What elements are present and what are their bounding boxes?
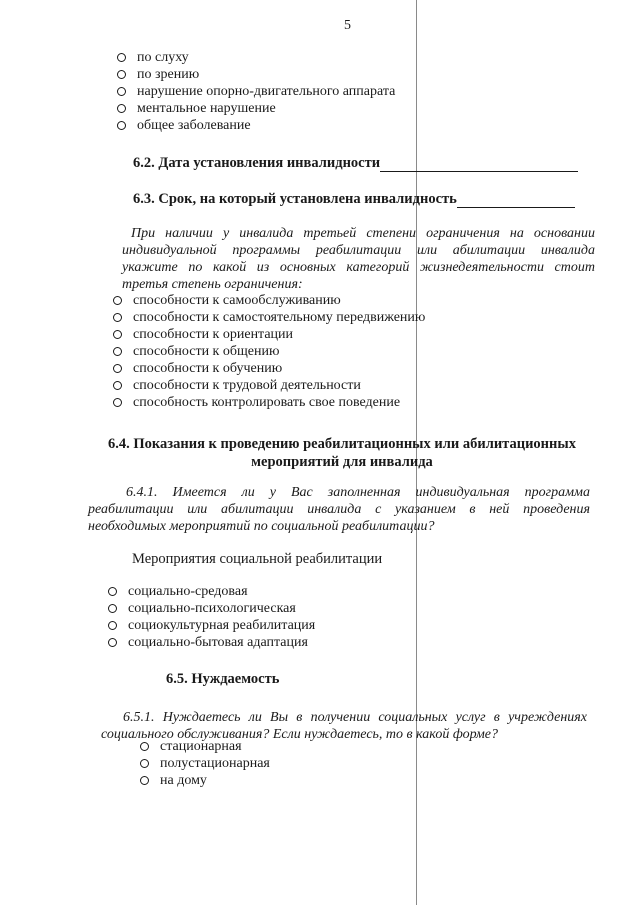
list-item[interactable]: на дому: [140, 772, 270, 789]
radio-circle-icon[interactable]: [117, 70, 126, 79]
question-6-5-1: 6.5.1. Нуждаетесь ли Вы в получении социальных услуг в учреждениях социального обслуживания? Если нуждаетесь, то в какой форме?: [101, 710, 587, 742]
radio-circle-icon[interactable]: [140, 776, 149, 785]
radio-circle-icon[interactable]: [140, 759, 149, 768]
section-6-3-heading: 6.3. Срок, на который установлена инвалидность: [133, 191, 575, 208]
section-6-5-heading: 6.5. Нуждаемость: [166, 671, 280, 687]
disability-cause-list: [117, 49, 395, 134]
radio-circle-icon[interactable]: [113, 398, 122, 407]
radio-circle-icon[interactable]: [108, 587, 117, 596]
list-item[interactable]: по зрению: [117, 66, 395, 83]
radio-circle-icon[interactable]: [113, 313, 122, 322]
radio-circle-icon[interactable]: [113, 296, 122, 305]
radio-circle-icon[interactable]: [113, 347, 122, 356]
social-rehab-label: Мероприятия социальной реабилитации: [132, 551, 383, 567]
list-item[interactable]: стационарная: [140, 738, 270, 755]
radio-circle-icon[interactable]: [117, 53, 126, 62]
list-item[interactable]: способности к самостоятельному передвижению: [113, 309, 425, 326]
date-fill-line[interactable]: [380, 157, 578, 172]
list-item[interactable]: способности к ориентации: [113, 326, 425, 343]
list-item[interactable]: полустационарная: [140, 755, 270, 772]
radio-circle-icon[interactable]: [117, 87, 126, 96]
list-item[interactable]: способность контролировать свое поведение: [113, 394, 425, 411]
list-item[interactable]: способности к самообслуживанию: [113, 292, 425, 309]
radio-circle-icon[interactable]: [108, 604, 117, 613]
list-item[interactable]: социально-средовая: [108, 583, 315, 600]
third-degree-question-cont: индивидуальной программы реабилитации или абилитации инвалида укажите по какой из основных категорий жизнедеятельности стоит третья степень ограничения:: [122, 243, 595, 292]
list-item[interactable]: ментальное нарушение: [117, 100, 395, 117]
radio-circle-icon[interactable]: [113, 330, 122, 339]
list-item[interactable]: социально-бытовая адаптация: [108, 634, 315, 651]
radio-circle-icon[interactable]: [140, 742, 149, 751]
list-item[interactable]: общее заболевание: [117, 117, 395, 134]
list-item[interactable]: социокультурная реабилитация: [108, 617, 315, 634]
radio-circle-icon[interactable]: [117, 121, 126, 130]
list-item[interactable]: способности к трудовой деятельности: [113, 377, 425, 394]
service-form-list: [140, 738, 270, 789]
list-item[interactable]: способности к общению: [113, 343, 425, 360]
radio-circle-icon[interactable]: [117, 104, 126, 113]
abilities-list: [113, 292, 425, 411]
list-item[interactable]: по слуху: [117, 49, 395, 66]
third-degree-question: При наличии у инвалида третьей степени ограничения на основании: [131, 226, 595, 241]
term-fill-line[interactable]: [457, 193, 575, 208]
radio-circle-icon[interactable]: [108, 638, 117, 647]
radio-circle-icon[interactable]: [108, 621, 117, 630]
question-6-4-1: 6.4.1. Имеется ли у Вас заполненная индивидуальная программа реабилитации или абилитации инвалида с указанием в ней проведения необходимых мероприятий по социальной реабилитации?: [88, 485, 590, 534]
list-item[interactable]: нарушение опорно-двигательного аппарата: [117, 83, 395, 100]
radio-circle-icon[interactable]: [113, 381, 122, 390]
section-6-2-heading: 6.2. Дата установления инвалидности: [133, 155, 578, 172]
list-item[interactable]: способности к обучению: [113, 360, 425, 377]
page-number: 5: [344, 18, 351, 33]
section-6-4-heading: 6.4. Показания к проведению реабилитационных или абилитационных мероприятий для инвалида: [108, 436, 576, 470]
radio-circle-icon[interactable]: [113, 364, 122, 373]
social-rehab-list: [108, 583, 315, 651]
list-item[interactable]: социально-психологическая: [108, 600, 315, 617]
